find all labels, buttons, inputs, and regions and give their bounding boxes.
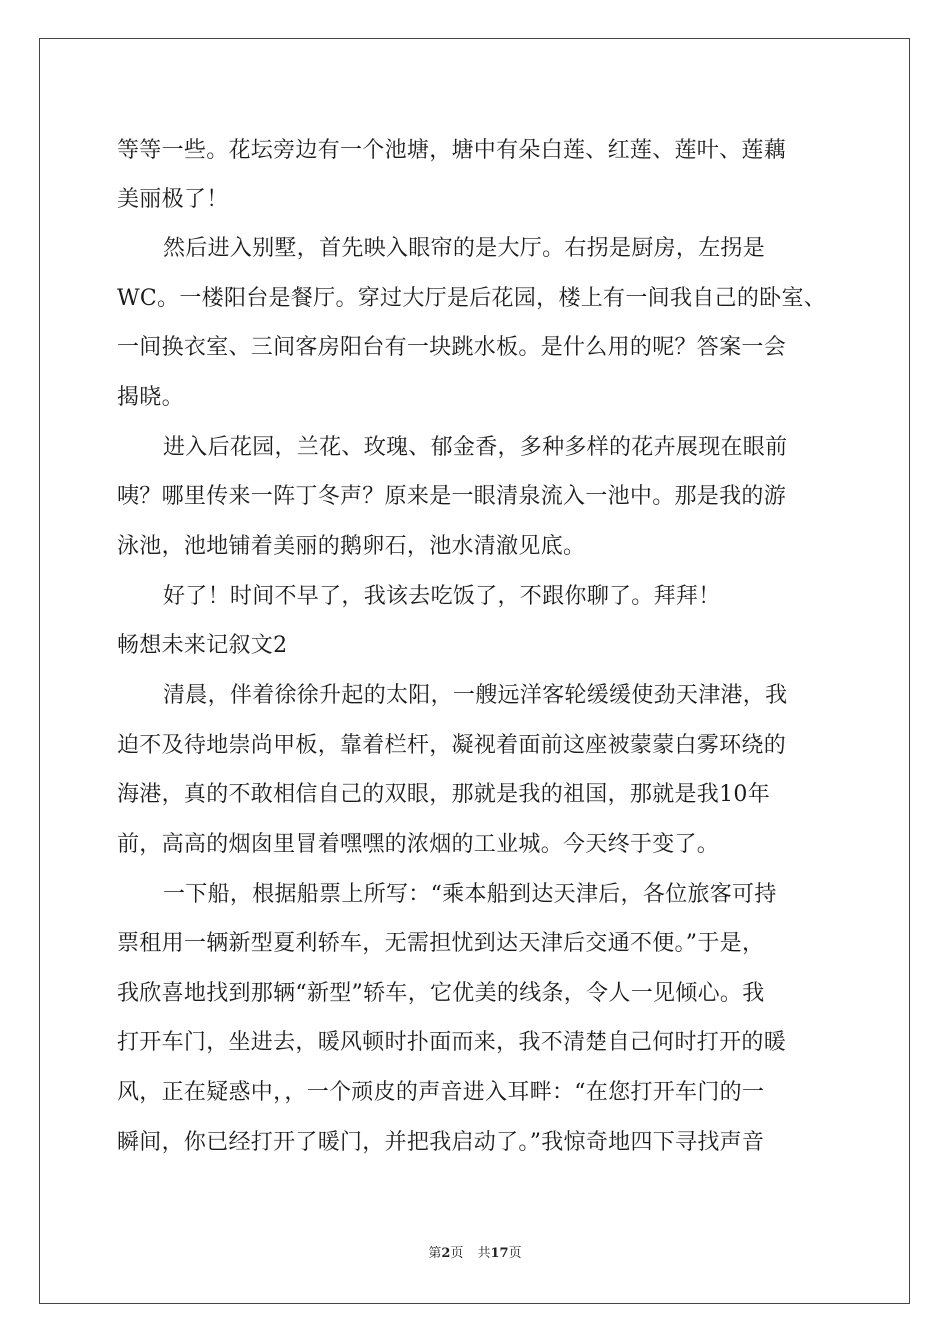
text-line: 迫不及待地崇尚甲板，靠着栏杆，凝视着面前这座被蒙蒙白雾环绕的 (117, 733, 787, 758)
text-line: 等等一些。花坛旁边有一个池塘，塘中有朵白莲、红莲、莲叶、莲藕 (117, 138, 787, 163)
text-line: 揭晓。 (117, 385, 184, 410)
total-suffix: 页 (508, 1246, 522, 1261)
paragraph-first-line: 一下船，根据船票上所写：“乘本船到达天津后，各位旅客可持 (163, 882, 777, 907)
paragraph-first-line: 进入后花园，兰花、玫瑰、郁金香，多种多样的花卉展现在眼前 (163, 435, 788, 460)
page-suffix: 页 (450, 1246, 464, 1261)
text-line: 瞬间，你已经打开了暖门，并把我启动了。”我惊奇地四下寻找声音 (117, 1130, 765, 1155)
paragraph-first-line: 好了！时间不早了，我该去吃饭了，不跟你聊了。拜拜！ (163, 584, 721, 609)
page-footer (0, 1245, 950, 1263)
paragraph-first-line: 清晨，伴着徐徐升起的太阳，一艘远洋客轮缓缓使劲天津港，我 (163, 683, 788, 708)
text-line: 美丽极了！ (117, 187, 229, 212)
page-border (39, 38, 910, 1304)
total-page-number: 17 (490, 1246, 509, 1261)
paragraph-first-line: 然后进入别墅，首先映入眼帘的是大厅。右拐是厨房，左拐是 (163, 236, 766, 261)
text-line: 票租用一辆新型夏利轿车，无需担忧到达天津后交通不便。”于是， (117, 931, 765, 956)
text-line: 海港，真的不敢相信自己的双眼，那就是我的祖国，那就是我10年 (117, 782, 770, 807)
page-prefix: 第 (428, 1246, 442, 1261)
current-page-number: 2 (441, 1246, 451, 1261)
section-heading: 畅想未来记叙文2 (117, 633, 288, 658)
text-line: 泳池，池地铺着美丽的鹅卵石，池水清澈见底。 (117, 534, 586, 559)
text-line: 打开车门，坐进去，暖风顿时扑面而来，我不清楚自己何时打开的暖 (117, 1030, 787, 1055)
text-line: 风，正在疑惑中，，一个顽皮的声音进入耳畔：“在您打开车门的一 (117, 1080, 765, 1105)
text-line: WC。一楼阳台是餐厅。穿过大厅是后花园，楼上有一间我自己的卧室、 (117, 286, 827, 311)
total-prefix: 共 (477, 1246, 491, 1261)
text-line: 一间换衣室、三间客房阳台有一块跳水板。是什么用的呢？答案一会 (117, 335, 787, 360)
text-line: 我欣喜地找到那辆“新型”轿车，它优美的线条，令人一见倾心。我 (117, 981, 765, 1006)
text-line: 前，高高的烟囱里冒着嘿嘿的浓烟的工业城。今天终于变了。 (117, 832, 720, 857)
text-line: 咦？哪里传来一阵丁冬声？原来是一眼清泉流入一池中。那是我的游 (117, 484, 787, 509)
